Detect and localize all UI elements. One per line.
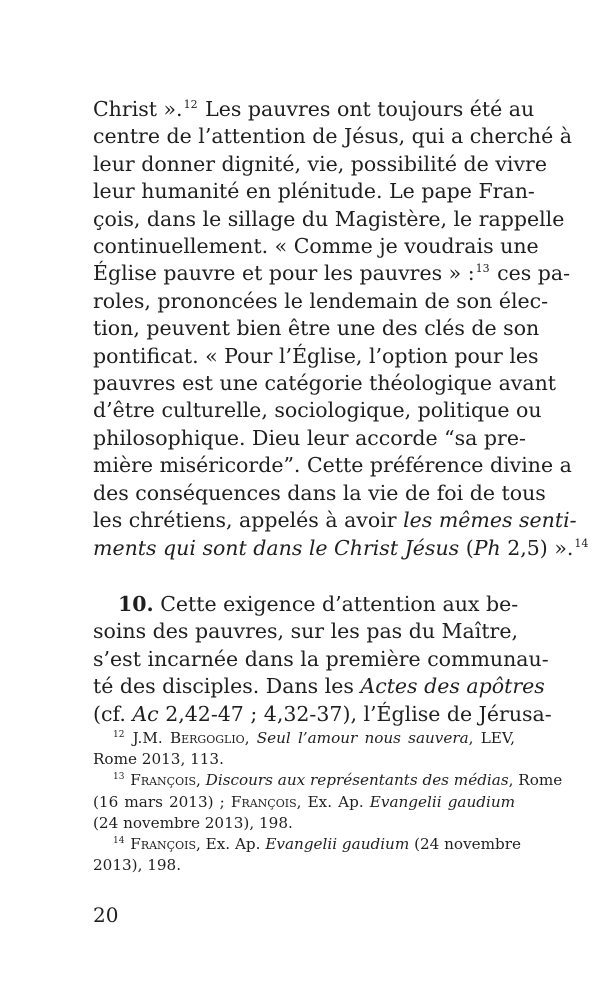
- text-line: ments qui sont dans le Christ Jésus (Ph 2,5) ».$^{14}$: [93, 535, 589, 560]
- footnote-line: (16 mars 2013) ; François, Ex. Ap. Evangelii gaudium: [93, 792, 516, 811]
- text-line: s’est incarnée dans la première communau-: [93, 646, 549, 671]
- footnote-line: $^{12}$ J.M. Bergoglio, Seul l’amour nous sauvera, LEV,: [113, 729, 516, 747]
- paragraph-10: [93, 591, 552, 728]
- page-number: 20: [93, 903, 119, 927]
- text-line: les chrétiens, appelés à avoir les mêmes senti-: [93, 508, 577, 533]
- text-line: (cf. Ac 2,42-47 ; 4,32-37), l’Église de Jérusa-: [93, 701, 552, 726]
- footnote-14: [93, 834, 522, 876]
- footnotes: [93, 728, 563, 876]
- footnote-line: (24 novembre 2013), 198.: [93, 813, 293, 832]
- footnote-number: 12: [113, 730, 125, 740]
- paragraph-number: 10.: [118, 591, 154, 616]
- footnote-line: 2013), 198.: [93, 856, 182, 875]
- text-line: tion, peuvent bien être une des clés de son: [93, 316, 540, 341]
- footnote-ref-14[interactable]: 14: [574, 536, 589, 550]
- text-line: çois, dans le sillage du Magistère, le rappelle: [93, 206, 565, 231]
- text-line: continuellement. « Comme je voudrais une: [93, 234, 539, 259]
- footnote-line: $^{14}$ François, Ex. Ap. Evangelii gaudium (24 novembre: [113, 835, 522, 854]
- footnote-number: 13: [113, 772, 125, 783]
- text-line: soins des pauvres, sur les pas du Maître,: [93, 619, 519, 644]
- footnote-line: Rome 2013, 113.: [93, 750, 224, 769]
- text-line: pontificat. « Pour l’Église, l’option pour les: [93, 343, 539, 368]
- text-line: Église pauvre et pour les pauvres » :$^{13}$ ces pa-: [93, 261, 571, 286]
- text-line: Christ ».$^{12}$ Les pauvres ont toujours été au: [93, 97, 535, 121]
- footnote-number: 14: [113, 836, 125, 847]
- text-line: d’être culturelle, sociologique, politique ou: [93, 398, 542, 423]
- text-line: té des disciples. Dans les Actes des apôtres: [93, 674, 545, 699]
- footnote-ref-12[interactable]: 12: [183, 98, 198, 111]
- text-line: leur humanité en plénitude. Le pape Fran-: [93, 179, 535, 204]
- footnote-ref-13[interactable]: 13: [475, 262, 490, 276]
- paragraph-9-continued: [93, 96, 589, 562]
- footnote-line: $^{13}$ François, Discours aux représentants des médias, Rome: [113, 771, 563, 790]
- footnote-12: [93, 728, 515, 770]
- text-line: centre de l’attention de Jésus, qui a cherché à: [93, 124, 572, 149]
- main-text: [93, 96, 589, 728]
- text-line: des conséquences dans la vie de foi de tous: [93, 480, 546, 505]
- text-line: philosophique. Dieu leur accorde “sa pre-: [93, 425, 526, 450]
- text-line: leur donner dignité, vie, possibilité de vivre: [93, 151, 547, 176]
- text-line: 10. Cette exigence d’attention aux be-: [118, 591, 519, 616]
- text-line: mière miséricorde”. Cette préférence divine a: [93, 453, 572, 478]
- text-line: roles, prononcées le lendemain de son élec-: [93, 288, 549, 313]
- footnote-13: [93, 770, 563, 834]
- text-line: pauvres est une catégorie théologique avant: [93, 371, 557, 396]
